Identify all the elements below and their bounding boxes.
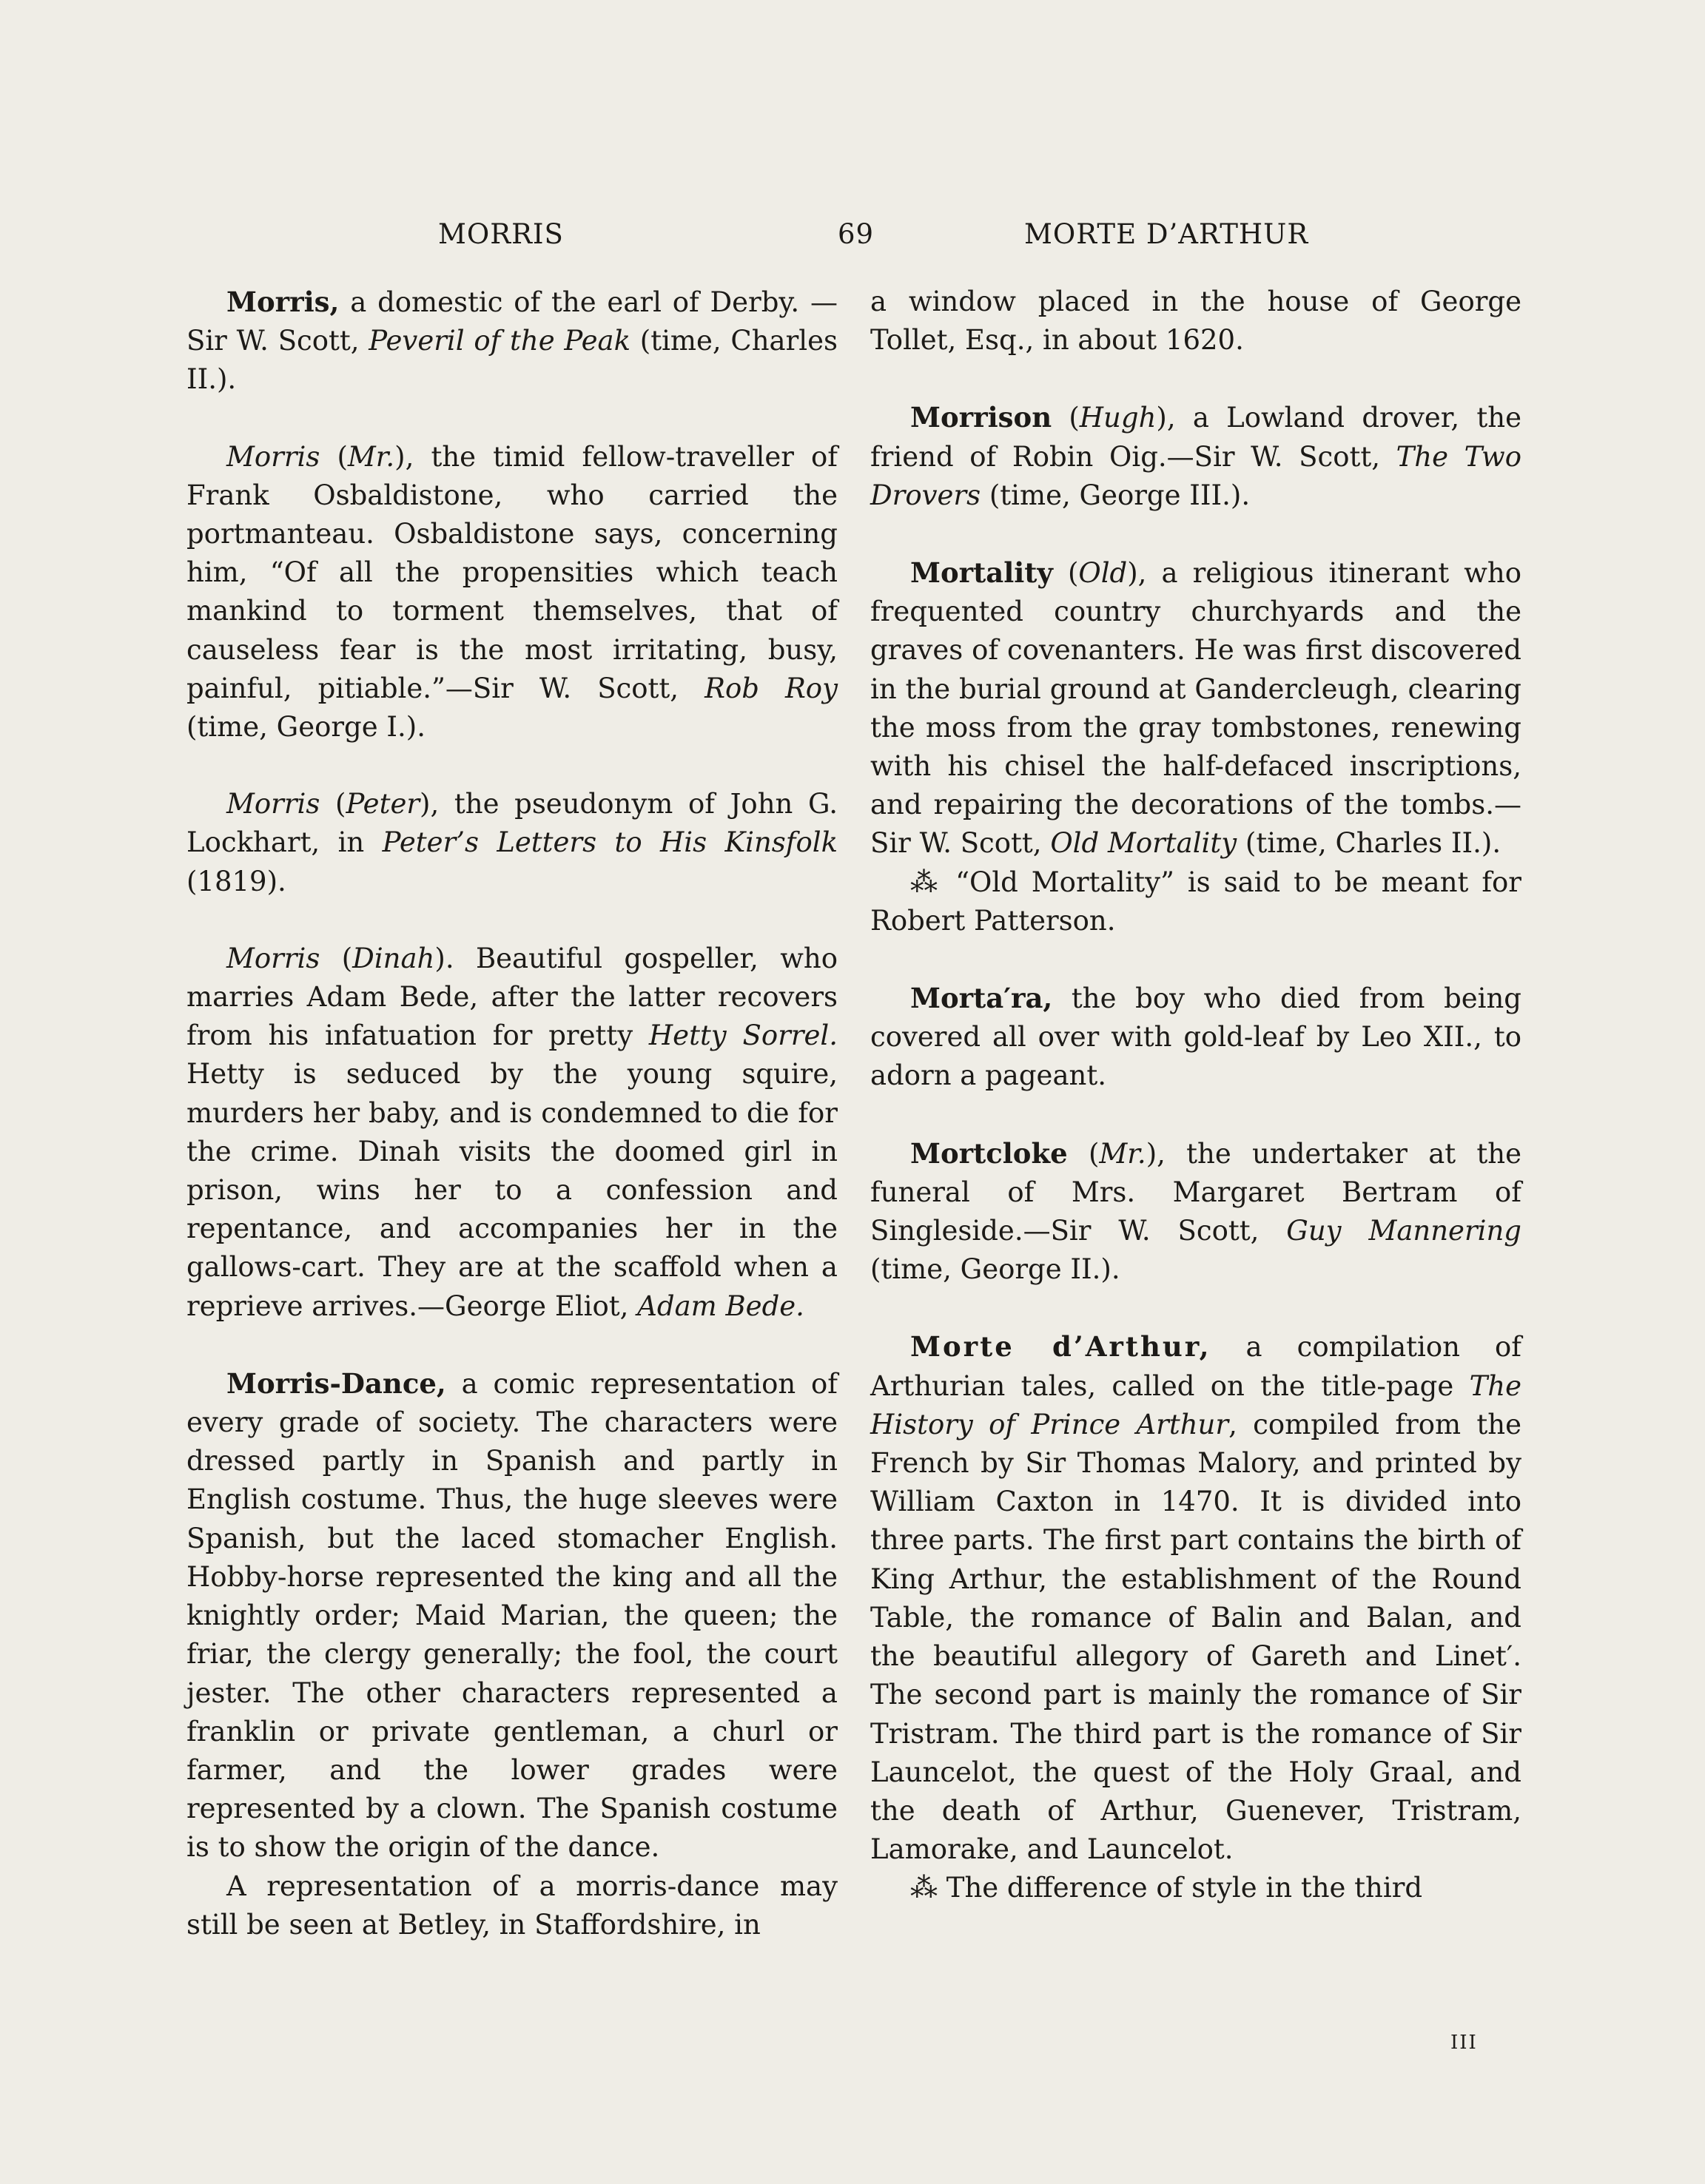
entry-morris-dance-note: A representation of a morris-dance may still be seen at Betley, in Staffordshire, in xyxy=(186,1870,838,1941)
entry-morris-dance: Morris-Dance, a comic representation of every grade of society. The characters were dressed partly in Spanish and partly in English costume. Thus, the huge sleeves were Spanish, but the laced stomacher English. Hobby-horse represented the king and all the knightly order; Maid Marian, the queen; the friar, the clergy generally; the fool, the court jester. The other characters represented a franklin or private gentleman, a churl or farmer, and the lower grades were represented by a clown. The Spanish costume is to show the origin of the dance. xyxy=(186,1366,838,1864)
signature-mark: III xyxy=(1450,2032,1478,2054)
work-title: Peter’s Letters to His Kinsfolk xyxy=(382,826,838,859)
entry-mortality-note: ⁂ “Old Mortality” is said to be meant for Robert Patterson. xyxy=(870,866,1521,937)
entry-mortara: Morta′ra, the boy who died from being covered all over with gold-leaf by Leo XII., to adorn a pageant. xyxy=(870,982,1521,1092)
work-title: Rob Roy xyxy=(704,672,838,704)
headword: Mortcloke xyxy=(910,1136,1068,1170)
headword: Mortality xyxy=(910,556,1053,590)
headword: Morris xyxy=(226,788,320,820)
work-title: The History of Prince Arthur xyxy=(870,1369,1521,1440)
entry-mortality: Mortality (Old), a religious itinerant who frequented country churchyards and the graves of covenanters. He was first discovered in the burial ground at Gandercleugh, clearing the moss from the gray tombstones, renewing with his chisel the half-defaced inscriptions, and repairing the decorations of the tombs.—Sir W. Scott, Old Mortality (time, Charles II.). xyxy=(870,556,1521,860)
entry-morte-darthur: Morte d’Arthur, a compilation of Arthurian tales, called on the title-page The History of Prince Arthur, compiled from the French by Sir Thomas Malory, and printed by William Caxton in 1470. It is divided into three parts. The first part contains the birth of King Arthur, the establishment of the Round Table, the romance of Balin and Balan, and the beautiful allegory of Gareth and Linet′. The second part is mainly the romance of Sir Tristram. The third part is the romance of Sir Launcelot, the quest of the Holy Graal, and the death of Arthur, Guenever, Tristram, Lamorake, and Launcelot. xyxy=(870,1330,1522,1866)
right-column xyxy=(870,283,1521,1908)
headword: Morris xyxy=(226,440,320,473)
entry-morrison: Morrison (Hugh), a Lowland drover, the friend of Robin Oig.—Sir W. Scott, The Two Drovers (time, George III.). xyxy=(870,401,1521,511)
work-title: Adam Bede. xyxy=(637,1290,804,1322)
page-number: 69 xyxy=(838,218,875,250)
headword: Morrison xyxy=(910,401,1052,434)
entry-morte-note: ⁂ The difference of style in the third xyxy=(910,1872,1423,1904)
work-title: The Two Drovers xyxy=(870,440,1521,511)
headword: Morte d’Arthur, xyxy=(910,1330,1211,1364)
work-title: Old Mortality xyxy=(1050,827,1237,860)
running-head-right: MORTE D’ARTHUR xyxy=(1024,218,1309,250)
headword: Morris-Dance, xyxy=(226,1366,446,1400)
entry-mortcloke: Mortcloke (Mr.), the undertaker at the funeral of Mrs. Margaret Bertram of Singleside.—Sir W. Scott, Guy Mannering (time, George II.). xyxy=(870,1136,1522,1286)
headword: Morris xyxy=(226,942,320,974)
entry-morris-mr: Morris (Mr.), the timid fellow-traveller of Frank Osbaldistone, who carried the portmanteau. Osbaldistone says, concerning him, “Of all the propensities which teach mankind to torment themselves, that of causeless fear is the most irritating, busy, painful, pitiable.”—Sir W. Scott, Rob Roy (time, George I.). xyxy=(186,440,838,744)
entry-morris-dinah: Morris (Dinah). Beautiful gospeller, who marries Adam Bede, after the latter recovers from his infatuation for pretty Hetty Sorrel. Hetty is seduced by the young squire, murders her baby, and is condemned to die for the crime. Dinah visits the doomed girl in prison, wins her to a confession and repentance, and accompanies her in the gallows-cart. They are at the scaffold when a reprieve arrives.—George Eliot, Adam Bede. xyxy=(186,942,838,1322)
left-column xyxy=(186,283,838,1944)
continuation-text: a window placed in the house of George Tollet, Esq., in about 1620. xyxy=(870,286,1521,357)
work-title: Peveril of the Peak xyxy=(369,325,631,357)
headword: Morta′ra, xyxy=(910,982,1053,1015)
headword: Morris, xyxy=(226,286,340,318)
work-title: Guy Mannering xyxy=(1286,1215,1521,1247)
running-head-left: MORRIS xyxy=(438,218,564,250)
entry-morris-peter: Morris (Peter), the pseudonym of John G. Lockhart, in Peter’s Letters to His Kinsfolk (1819). xyxy=(186,788,838,897)
entry-morris: Morris, a domestic of the earl of Derby. —Sir W. Scott, Peveril of the Peak (time, Charles II.). xyxy=(186,286,838,396)
